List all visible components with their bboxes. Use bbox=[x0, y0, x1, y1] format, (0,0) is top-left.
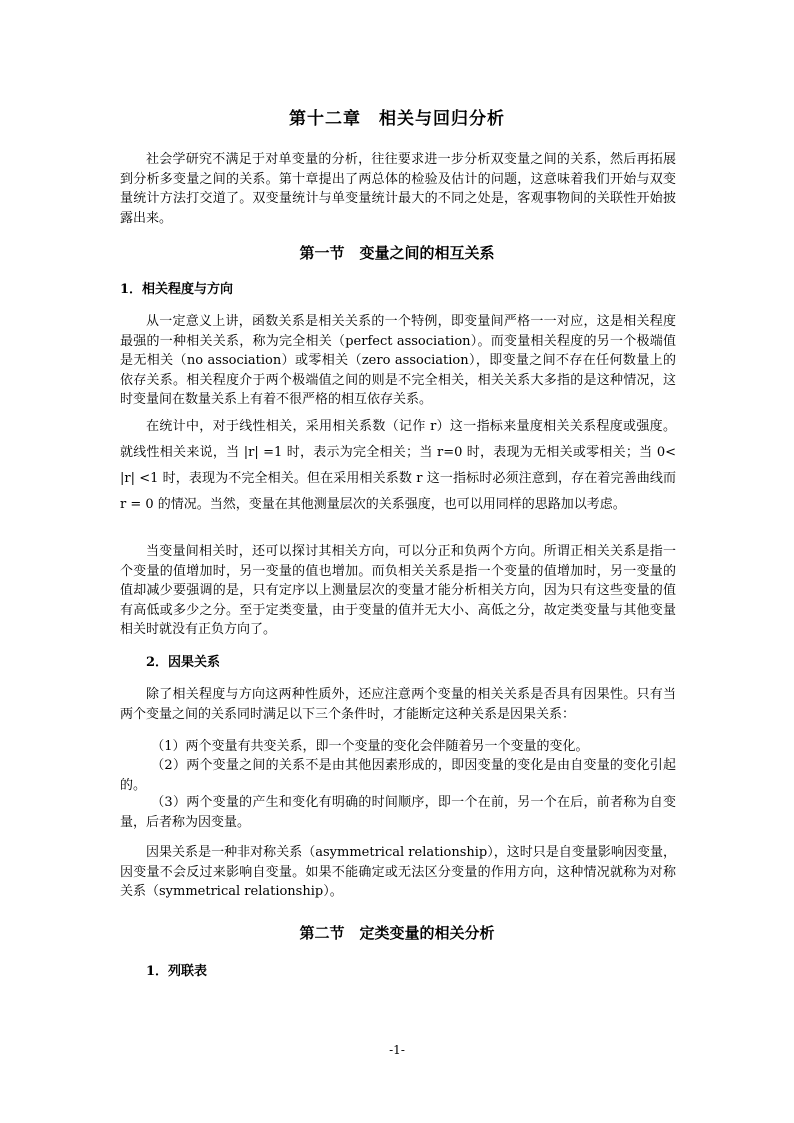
paragraph-asymmetrical-relationship: 因果关系是一种非对称关系（asymmetrical relationship），这时只是自变量影响因变量，因变量不会反过来影响自变量。如果不能确定或无法区分变量的作用方向，这种情况就称为对称关系（symmetrical relationship）。 bbox=[120, 845, 676, 899]
chapter-title: 第十二章 相关与回归分析 bbox=[289, 109, 505, 129]
paragraph-correlation-coefficient: 在统计中，对于线性相关，采用相关系数（记作 r）这一指标来量度相关关系程度或强度。就线性相关来说，当 |r| =1 时，表示为完全相关；当 r=0 时，表现为无相关或零相关；当 0< |r| <1 时，表现为不完全相关。但在采用相关系数 r 这一指标时必须注意到，存在着完善曲线而 r = 0 的情况。当然，变量在其他测量层次的关系强度，也可以用同样的思路加以考虑。 bbox=[120, 419, 676, 512]
heading-correlation-degree: 1．相关程度与方向 bbox=[120, 282, 234, 297]
intro-paragraph: 社会学研究不满足于对单变量的分析，往往要求进一步分析双变量之间的关系，然后再拓展到分析多变量之间的关系。第十章提出了两总体的检验及估计的问题，这意味着我们开始与双变量统计方法打交道了。双变量统计与单变量统计最大的不同之处是，客观事物间的关联性开始披露出来。 bbox=[120, 152, 676, 226]
condition-item-3: （3）两个变量的产生和变化有明确的时间顺序，即一个在前，另一个在后，前者称为自变量，后者称为因变量。 bbox=[120, 795, 676, 830]
section-title-1: 第一节 变量之间的相互关系 bbox=[299, 244, 495, 262]
page-number: -1- bbox=[389, 1043, 405, 1057]
heading-contingency-table: 1．列联表 bbox=[146, 964, 208, 979]
condition-item-1: （1）两个变量有共变关系，即一个变量的变化会伴随着另一个变量的变化。 bbox=[151, 739, 589, 754]
paragraph-correlation-degree: 从一定意义上讲，函数关系是相关关系的一个特例，即变量间严格一一对应，这是相关程度最强的一种相关关系，称为完全相关（perfect association）。而变量相关程度的另一个极端值是无相关（no association）或零相关（zero association），即变量之间不存在任何数量上的依存关系。相关程度介于两个极端值之间的则是不完全相关，相关关系大多指的是这种情况，这时变量间在数量关系上有着不很严格的相互依存关系。 bbox=[120, 314, 676, 407]
section-title-2: 第二节 定类变量的相关分析 bbox=[299, 924, 495, 942]
condition-item-2: （2）两个变量之间的关系不是由其他因素形成的，即因变量的变化是由自变量的变化引起的。 bbox=[120, 758, 676, 793]
paragraph-causality-conditions: 除了相关程度与方向这两种性质外，还应注意两个变量的相关关系是否具有因果性。只有当两个变量之间的关系同时满足以下三个条件时，才能断定这种关系是因果关系： bbox=[120, 687, 676, 722]
paragraph-correlation-direction: 当变量间相关时，还可以探讨其相关方向，可以分正和负两个方向。所谓正相关关系是指一个变量的值增加时，另一变量的值也增加。而负相关关系是指一个变量的值增加时，另一变量的值却减少要强调的是，只有定序以上测量层次的变量才能分析相关方向，因为只有这些变量的值有高低或多少之分。至于定类变量，由于变量的值并无大小、高低之分，故定类变量与其他变量相关时就没有正负方向了。 bbox=[120, 544, 676, 637]
heading-causality: 2．因果关系 bbox=[146, 655, 221, 670]
